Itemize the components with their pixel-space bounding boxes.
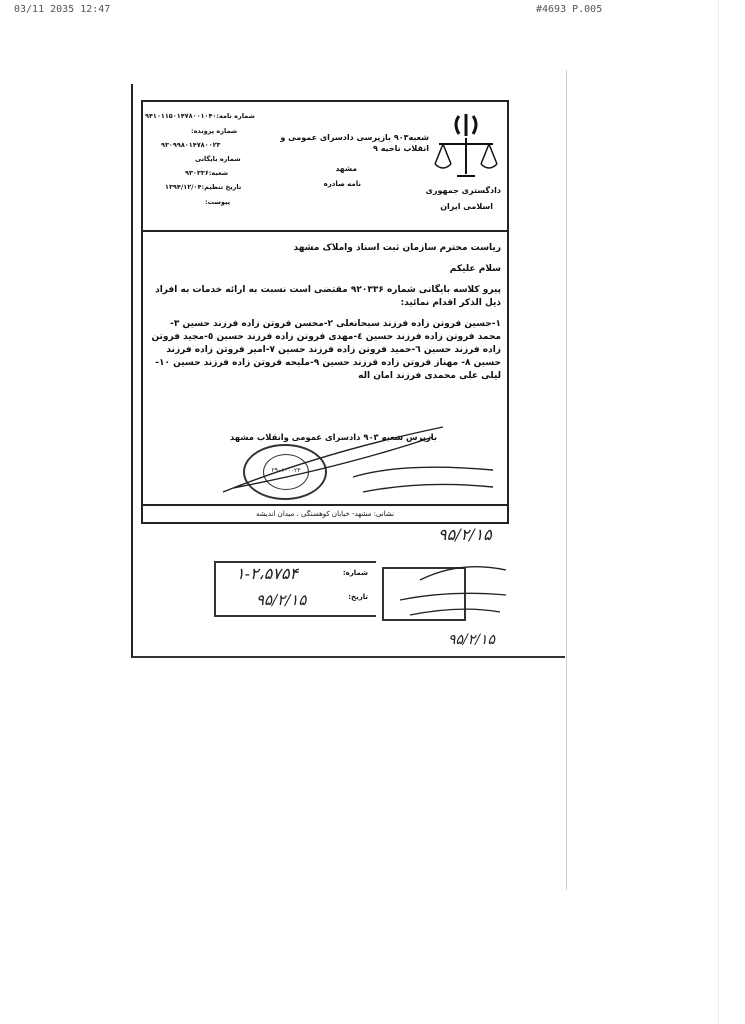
receipt-stamp [214, 561, 376, 617]
handwritten-signature-icon [203, 402, 503, 502]
receipt-number: ۱-۲،۵۷۵۴ [236, 564, 299, 583]
justice-scales-emblem-icon [433, 110, 499, 180]
handwritten-date: ۹۵/۲/۱۵ [448, 632, 496, 648]
intro-paragraph: پیرو کلاسه بایگانی شماره ۹۲۰۳۳۶ مقتضی است نسبت به ارائه خدمات به افراد ذیل الذکر اقدام نمائید: [155, 285, 501, 308]
address-footer: نشانی: مشهد- خیابان کوهسنگی ، میدان اندیشه [143, 504, 507, 522]
archive-number: شعبه:۹۳۰۳۳۶ [185, 169, 229, 177]
attachment-label: پیوست: [205, 198, 231, 206]
letter-number: شماره نامه:۹۴۱۰۱۱۵۰۱۴۷۸۰۰۱۰۴۰ [145, 112, 255, 120]
handwritten-note-icon [380, 540, 510, 630]
person-list: ۱-حسین فروتن زاده فرزند سبحانعلی ۲-محسن فروتن زاده فرزند حسین ۳-محمد فروتن زاده فرزند حسین ٤-مهدی فروتن زاده فرزند حسین ٥-مجید فروتن زاده فرزند حسین ٦-حمید فروتن زاده فرزند حسین ۷-امیر فروتن زاده فرزند حسین ۸- مهناز فروتن زاده فرزند حسین ۹-ملیحه فروتن زاده فرزند حسین ۱۰-لیلی علی محمدی فرزند امان اله [151, 319, 501, 381]
case-number: ۹۳۰۹۹۸۰۱۴۷۸۰۰۲۳ [161, 141, 221, 149]
fax-page-ref: #4693 P.005 [536, 4, 603, 15]
greeting: سلام علیکم [449, 264, 501, 274]
letterhead [143, 102, 507, 232]
archive-label: شماره بایگانی [195, 155, 241, 163]
handwritten-date: ۹۵/۲/۱۵ [438, 525, 492, 544]
document-type: نامه صادره [323, 180, 361, 188]
branch-name: شعبه۹۰۳ بازپرسی دادسرای عمومی و انقلاب ناحیه ۹ [280, 133, 429, 153]
scan-edge-line [718, 0, 719, 1024]
court-letter [141, 100, 509, 524]
receipt-date-label: تاریخ: [348, 593, 368, 601]
receipt-number-label: شماره: [342, 569, 368, 577]
org-name-line1: دادگستری جمهوری [425, 186, 501, 195]
scan-edge-line [566, 70, 567, 890]
case-number-label: شماره پرونده: [191, 127, 238, 135]
city: مشهد [335, 164, 357, 173]
issue-date: تاریخ تنظیم:۱۳۹۴/۱۲/۰۴ [165, 183, 242, 191]
signature-title: بازپرس شعبه ۹۰۳ دادسرای عمومی وانقلاب مشهد [229, 432, 437, 442]
addressee: ریاست محترم سازمان ثبت اسناد واملاک مشهد [293, 243, 501, 253]
org-name-line2: اسلامی ایران [440, 202, 493, 211]
receipt-date: ۹۵/۲/۱۵ [256, 591, 307, 609]
letter-body [149, 242, 501, 391]
fax-timestamp: 03/11 2035 12:47 [14, 4, 111, 15]
seal-number: ۲۹۰۱۰۰۰۲۳ [263, 454, 309, 490]
